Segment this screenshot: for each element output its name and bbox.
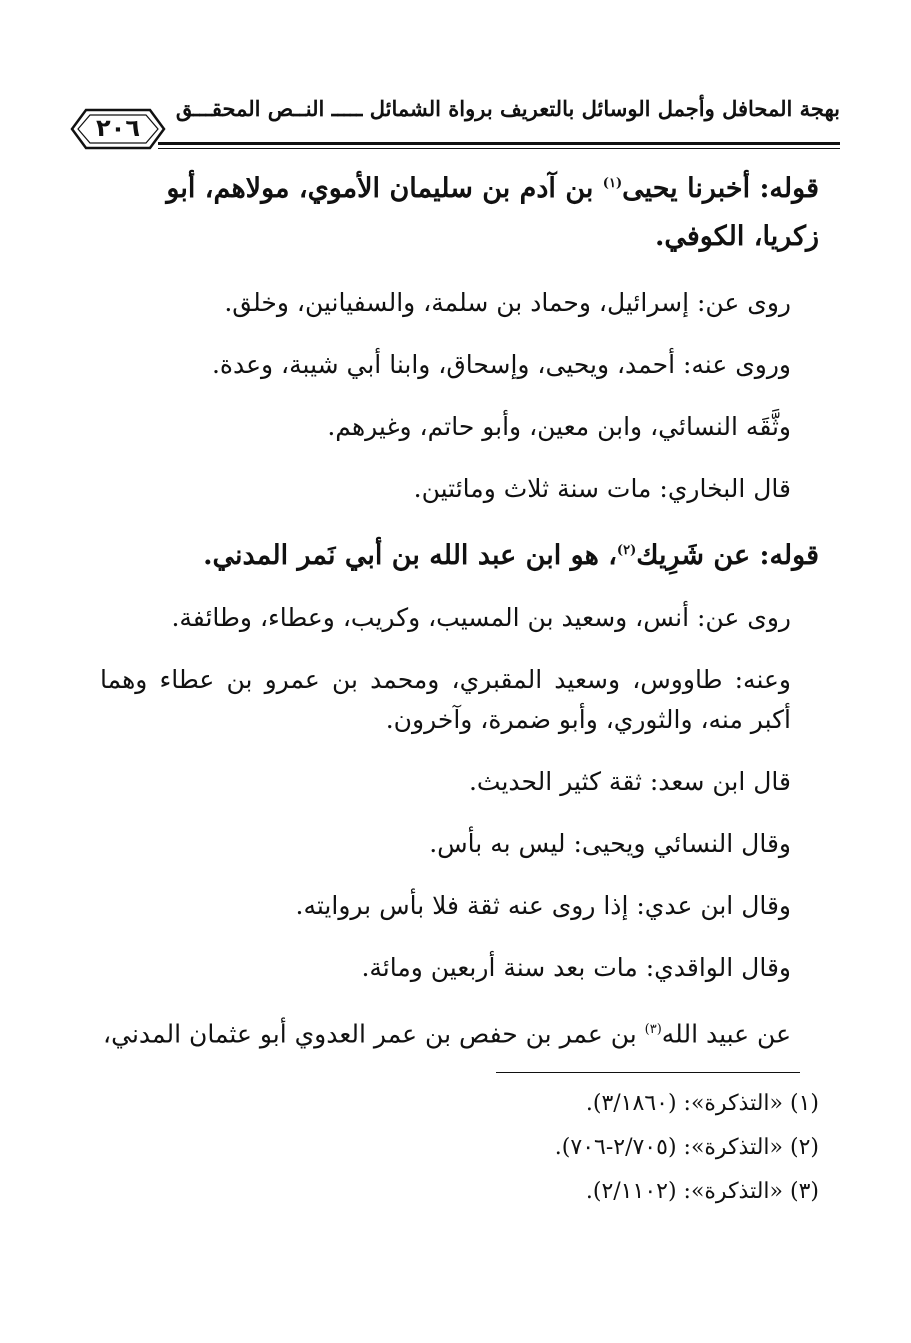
heading-yahya-rest: بن آدم بن سليمان الأموي، مولاهم، أبو زكريا، الكوفي. bbox=[166, 173, 819, 252]
header-divider-thin bbox=[158, 148, 840, 149]
footnote-ref-1[interactable]: (١) bbox=[602, 176, 623, 191]
footnotes bbox=[100, 1082, 819, 1214]
heading-sharik-start: قوله: عن شَرِيك bbox=[636, 540, 819, 571]
header-title: بهجة المحافل وأجمل الوسائل بالتعريف برواة الشمائل ـــــ النــص المحقـــق bbox=[175, 96, 840, 121]
paragraph: وقال ابن عدي: إذا روى عنه ثقة فلا بأس بروايته. bbox=[295, 891, 791, 920]
paragraph: قال البخاري: مات سنة ثلاث ومائتين. bbox=[413, 474, 791, 503]
paragraph: روى عن: إسرائيل، وحماد بن سلمة، والسفيانين، وخلق. bbox=[224, 288, 791, 317]
ubaydullah-start: عن عبيد الله bbox=[661, 1019, 791, 1049]
paragraph: قال ابن سعد: ثقة كثير الحديث. bbox=[468, 767, 791, 796]
footnote-ref-2[interactable]: (٢) bbox=[616, 543, 637, 558]
paragraph: وقال النسائي ويحيى: ليس به بأس. bbox=[429, 829, 791, 858]
heading-yahya-start: قوله: أخبرنا يحيى bbox=[622, 173, 819, 204]
page-number: ٢٠٦ bbox=[96, 114, 140, 142]
heading-yahya bbox=[100, 160, 819, 261]
footnote-divider bbox=[496, 1072, 800, 1073]
running-header bbox=[70, 92, 840, 154]
paragraph: وثَّقَه النسائي، وابن معين، وأبو حاتم، وغيرهم. bbox=[327, 412, 791, 441]
main-text bbox=[100, 158, 819, 1054]
paragraph: وقال الواقدي: مات بعد سنة أربعين ومائة. bbox=[361, 953, 791, 982]
heading-sharik-rest: ، هو ابن عبد الله بن أبي نَمر المدني. bbox=[203, 540, 617, 571]
footnote: (١) «التذكرة»: (٣/١٨٦٠). bbox=[585, 1091, 819, 1116]
page-number-badge bbox=[70, 106, 166, 152]
paragraph: وعنه: طاووس، وسعيد المقبري، ومحمد بن عمرو بن عطاء وهما أكبر منه، والثوري، وأبو ضمرة، وآخرون. bbox=[100, 665, 791, 734]
header-divider bbox=[158, 142, 840, 145]
footnote: (٣) «التذكرة»: (٢/١١٠٢). bbox=[585, 1179, 819, 1204]
paragraph: وروى عنه: أحمد، ويحيى، وإسحاق، وابنا أبي شيبة، وعدة. bbox=[211, 350, 791, 379]
heading-sharik bbox=[100, 531, 819, 576]
paragraph: روى عن: أنس، وسعيد بن المسيب، وكريب، وعطاء، وطائفة. bbox=[171, 603, 791, 632]
footnote: (٢) «التذكرة»: (٢/٧٠٥-٧٠٦). bbox=[554, 1135, 819, 1160]
ubaydullah-rest: بن عمر بن حفص بن عمر العدوي أبو عثمان المدني، bbox=[103, 1019, 645, 1049]
footnote-ref-3[interactable]: (٣) bbox=[644, 1022, 662, 1037]
paragraph-ubaydullah bbox=[100, 1010, 819, 1054]
